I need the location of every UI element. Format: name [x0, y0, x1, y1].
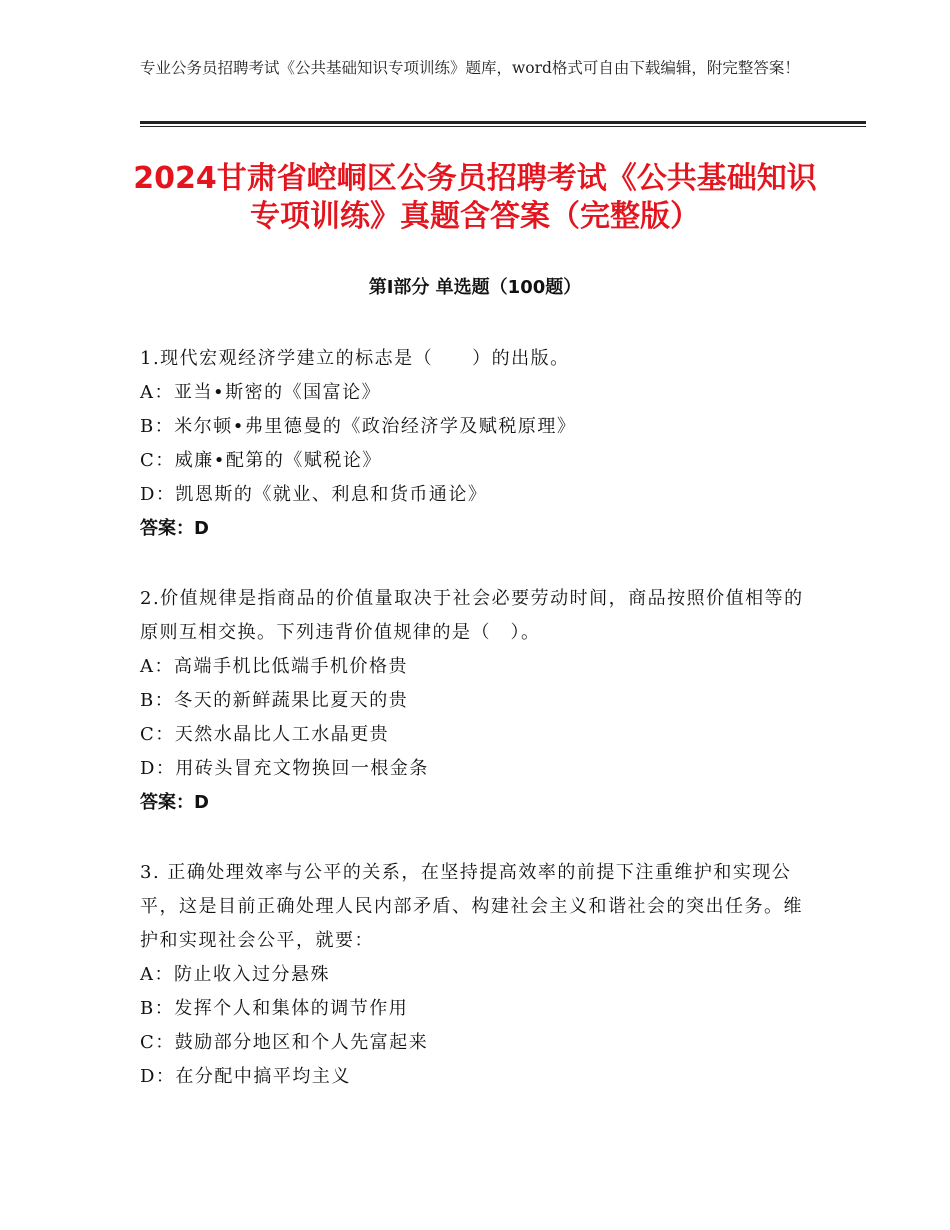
question-2: [140, 582, 820, 820]
header-note: 专业公务员招聘考试《公共基础知识专项训练》题库，word格式可自由下载编辑，附完整答案！: [140, 59, 800, 77]
option-b: B：发挥个人和集体的调节作用: [140, 998, 409, 1019]
option-a: A：高端手机比低端手机价格贵: [140, 656, 408, 677]
option-d: D：用砖头冒充文物换回一根金条: [140, 758, 429, 779]
document-title: 2024甘肃省崆峒区公务员招聘考试《公共基础知识专项训练》真题含答案（完整版）: [133, 161, 817, 234]
section-heading: 第Ⅰ部分 单选题（100题）: [368, 277, 582, 298]
question-stem: 1.现代宏观经济学建立的标志是（ ）的出版。: [140, 348, 570, 369]
question-list: [140, 342, 820, 1130]
option-a: A：防止收入过分悬殊: [140, 964, 330, 985]
option-d: D：凯恩斯的《就业、利息和货币通论》: [140, 484, 488, 505]
option-a: A：亚当•斯密的《国富论》: [140, 382, 382, 403]
option-d: D：在分配中搞平均主义: [140, 1066, 351, 1087]
answer: 答案：D: [140, 792, 209, 813]
answer: 答案：D: [140, 518, 209, 539]
question-1: [140, 342, 820, 546]
option-c: C：天然水晶比人工水晶更贵: [140, 724, 390, 745]
option-c: C：鼓励部分地区和个人先富起来: [140, 1032, 429, 1053]
question-stem: 2.价值规律是指商品的价值量取决于社会必要劳动时间，商品按照价值相等的原则互相交换。下列违背价值规律的是（ ）。: [140, 588, 804, 643]
question-stem: 3. 正确处理效率与公平的关系，在坚持提高效率的前提下注重维护和实现公平，这是目前正确处理人民内部矛盾、构建社会主义和谐社会的突出任务。维护和实现社会公平，就要：: [140, 862, 803, 951]
header-rule-thick: [140, 121, 866, 124]
option-b: B：冬天的新鲜蔬果比夏天的贵: [140, 690, 409, 711]
option-c: C：威廉•配第的《赋税论》: [140, 450, 382, 471]
question-3: [140, 856, 820, 1094]
header-rule-thin: [140, 126, 866, 127]
option-b: B：米尔顿•弗里德曼的《政治经济学及赋税原理》: [140, 416, 577, 437]
